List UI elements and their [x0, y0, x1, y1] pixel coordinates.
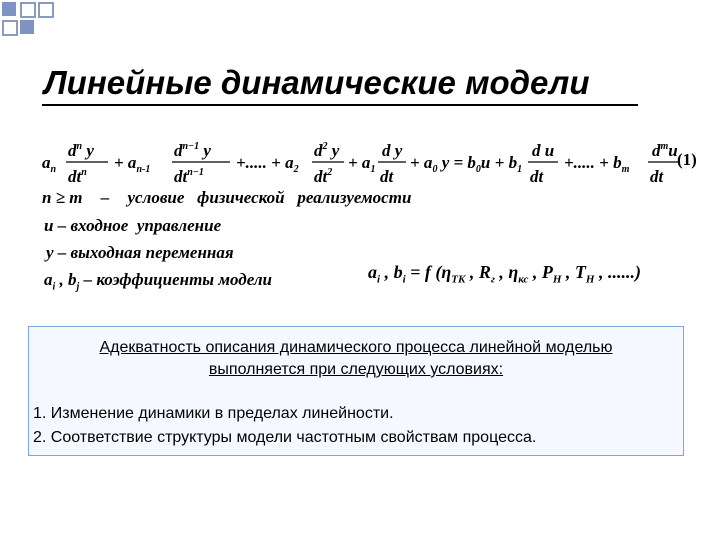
decor-square	[20, 20, 34, 34]
coefficients-description: $a_i$ , $b_j$ – коэффициенты модели	[44, 270, 272, 293]
svg-text:d y: d y	[382, 141, 403, 160]
svg-text:+ an-1: + $a_{n-1}$	[114, 153, 151, 175]
svg-text:dt: dt	[380, 167, 394, 186]
decor-square	[2, 2, 16, 16]
svg-text:dtn: $dt^n$	[68, 167, 87, 186]
svg-text:dtn−1: $dt^{n-1}$	[174, 167, 204, 186]
decor-square	[20, 2, 36, 18]
list-item: 1. Изменение динамики в пределах линейности.	[33, 405, 394, 422]
svg-text:dn−1 y: $d^{n-1}$ y	[174, 141, 211, 160]
differential-equation	[40, 138, 680, 190]
box-heading-line2: выполняется при следующих условиях:	[208, 361, 504, 378]
svg-text:dt2: $dt^2$	[314, 167, 333, 186]
box-heading-line1: Адекватность описания динамического процесса линейной моделью	[99, 339, 613, 356]
condition-dash: –	[100, 188, 110, 207]
svg-text:dt: dt	[650, 167, 664, 186]
svg-text:dmu: $d^mu$	[652, 141, 678, 160]
svg-text:an: $a_n$	[42, 153, 57, 175]
input-description: u – входное управление	[44, 216, 222, 235]
adequacy-conditions-box	[28, 326, 684, 456]
decor-square	[2, 20, 18, 36]
svg-text:d2 y: $d^2$ y	[314, 141, 340, 160]
decor-square	[38, 2, 54, 18]
svg-text:+ a1: + $a_1$	[348, 153, 376, 175]
svg-text:+..... + a2: +..... + $a_2$	[236, 153, 299, 175]
list-item: 2. Соответствие структуры модели частотным свойствам процесса.	[33, 429, 537, 446]
equation-number: (1)	[677, 150, 697, 169]
svg-text:+..... + bm: +..... + $b_m$	[564, 153, 630, 175]
condition-text: условие физической реализуемости	[127, 188, 412, 207]
svg-text:dn y: $d^n$ y	[68, 141, 94, 160]
box-heading	[33, 337, 679, 381]
svg-text:dt: dt	[530, 167, 544, 186]
coefficient-formula: $a_i$ , $b_i = f$ ($\eta_{TK}$ , $R_г$ , $\eta_{кс}$ , $P_H$ , $T_H$ , ......)	[368, 262, 641, 286]
realizability-condition	[42, 188, 411, 208]
condition-symbol: n ≥ m	[42, 188, 83, 207]
svg-text:+ a0 y = b0u + b1: + $a_0$ $y = b_0u + b_1$	[410, 153, 523, 175]
title-underline	[42, 104, 638, 106]
slide-title: Линейные динамические модели	[44, 64, 590, 101]
output-description: y – выходная переменная	[46, 243, 234, 262]
svg-text:d u: d u	[532, 141, 555, 160]
